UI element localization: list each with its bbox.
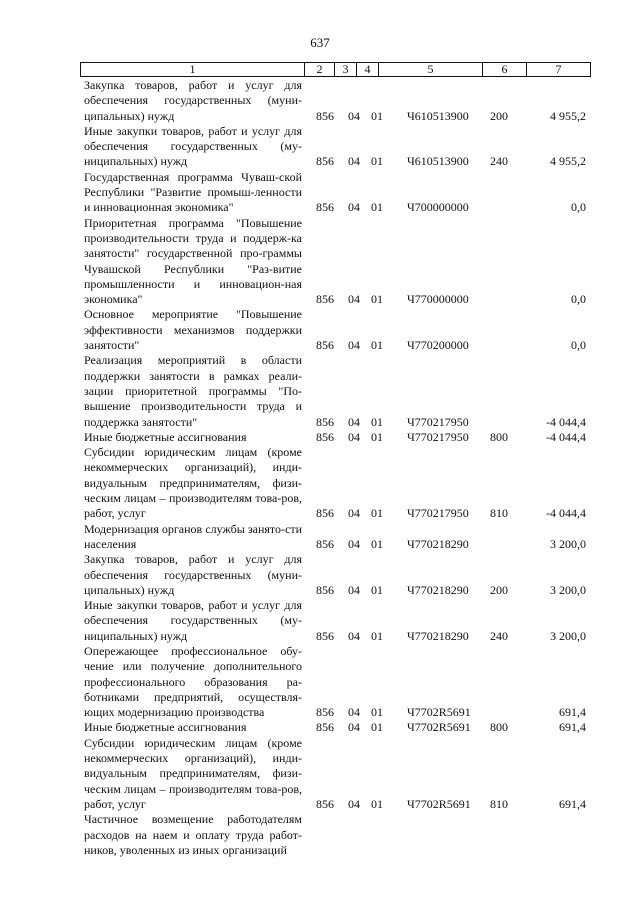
item-code: 01 bbox=[371, 536, 383, 551]
row-description: Иные бюджетные ассигнования bbox=[84, 720, 247, 735]
row-values bbox=[84, 583, 590, 598]
section-code: 856 bbox=[316, 429, 334, 444]
target-article-code: Ч7702R5691 bbox=[407, 720, 471, 735]
table-row bbox=[84, 812, 590, 858]
subsection-code: 04 bbox=[348, 506, 360, 521]
target-article-code: Ч700000000 bbox=[407, 200, 469, 215]
amount: -4 044,4 bbox=[546, 414, 586, 429]
target-article-code: Ч770200000 bbox=[407, 338, 469, 353]
subsection-code: 04 bbox=[348, 582, 360, 597]
row-description: Государственная программа Чуваш-ской Республики "Развитие промыш-ленности и инновационная экономика" bbox=[84, 169, 302, 215]
subsection-code: 04 bbox=[348, 705, 360, 720]
table-row bbox=[84, 720, 590, 735]
section-code: 856 bbox=[316, 582, 334, 597]
subsection-code: 04 bbox=[348, 429, 360, 444]
row-values bbox=[84, 797, 590, 812]
row-description: Субсидии юридическим лицам (кроме некоммерческих организаций), инди-видуальным предпринимателям, физи-ческим лицам – производителям това-ров, работ, услуг bbox=[84, 445, 302, 521]
target-article-code: Ч770218290 bbox=[407, 628, 469, 643]
item-code: 01 bbox=[371, 628, 383, 643]
expense-type-code: 200 bbox=[490, 582, 508, 597]
amount: -4 044,4 bbox=[546, 506, 586, 521]
subsection-code: 04 bbox=[348, 108, 360, 123]
amount: -4 044,4 bbox=[546, 429, 586, 444]
target-article-code: Ч770000000 bbox=[407, 292, 469, 307]
subsection-code: 04 bbox=[348, 536, 360, 551]
item-code: 01 bbox=[371, 705, 383, 720]
subsection-code: 04 bbox=[348, 414, 360, 429]
item-code: 01 bbox=[371, 108, 383, 123]
table-row bbox=[84, 430, 590, 445]
item-code: 01 bbox=[371, 292, 383, 307]
table-row bbox=[84, 598, 590, 644]
row-description: Иные закупки товаров, работ и услуг для обеспечения государственных (му-ниципальных) нужд bbox=[84, 123, 302, 169]
expense-type-code: 800 bbox=[490, 720, 508, 735]
table-row bbox=[84, 307, 590, 353]
header-col-1: 1 bbox=[81, 63, 305, 76]
section-code: 856 bbox=[316, 705, 334, 720]
table-row bbox=[84, 552, 590, 598]
row-description: Иные бюджетные ассигнования bbox=[84, 429, 247, 444]
table-row bbox=[84, 124, 590, 170]
target-article-code: Ч610513900 bbox=[407, 108, 469, 123]
item-code: 01 bbox=[371, 506, 383, 521]
row-description: Закупка товаров, работ и услуг для обеспечения государственных (муни-ципальных) нужд bbox=[84, 552, 302, 597]
header-col-4: 4 bbox=[357, 63, 379, 76]
table-row bbox=[84, 445, 590, 521]
table-row bbox=[84, 78, 590, 124]
table-body bbox=[84, 78, 590, 858]
table-row bbox=[84, 736, 590, 812]
row-values bbox=[84, 506, 590, 521]
subsection-code: 04 bbox=[348, 154, 360, 169]
target-article-code: Ч770217950 bbox=[407, 429, 469, 444]
row-description: Частичное возмещение работодателям расходов на наем и оплату труда работ-ников, уволенных из иных организаций bbox=[84, 812, 302, 857]
item-code: 01 bbox=[371, 796, 383, 811]
table-row bbox=[84, 170, 590, 216]
item-code: 01 bbox=[371, 429, 383, 444]
row-values bbox=[84, 200, 590, 215]
header-col-5: 5 bbox=[379, 63, 483, 76]
row-values bbox=[84, 338, 590, 353]
header-col-7: 7 bbox=[555, 62, 562, 76]
page-number: 637 bbox=[310, 35, 330, 50]
subsection-code: 04 bbox=[348, 796, 360, 811]
item-code: 01 bbox=[371, 414, 383, 429]
subsection-code: 04 bbox=[348, 628, 360, 643]
section-code: 856 bbox=[316, 796, 334, 811]
row-description: Основное мероприятие "Повышение эффективности механизмов поддержки занятости" bbox=[84, 307, 302, 353]
section-code: 856 bbox=[316, 720, 334, 735]
row-values bbox=[84, 705, 590, 720]
section-code: 856 bbox=[316, 536, 334, 551]
target-article-code: Ч770218290 bbox=[407, 582, 469, 597]
amount: 4 955,2 bbox=[550, 108, 586, 123]
row-values bbox=[84, 415, 590, 430]
row-values bbox=[84, 430, 590, 445]
subsection-code: 04 bbox=[348, 338, 360, 353]
section-code: 856 bbox=[316, 506, 334, 521]
target-article-code: Ч610513900 bbox=[407, 154, 469, 169]
row-values bbox=[84, 843, 590, 858]
subsection-code: 04 bbox=[348, 200, 360, 215]
expense-type-code: 800 bbox=[490, 429, 508, 444]
header-col-6: 6 bbox=[483, 63, 527, 76]
row-description: Модернизация органов службы занято-сти населения bbox=[84, 521, 302, 551]
row-values bbox=[84, 629, 590, 644]
amount: 0,0 bbox=[571, 338, 586, 353]
header-col-3: 3 bbox=[335, 63, 357, 76]
expense-type-code: 810 bbox=[490, 796, 508, 811]
subsection-code: 04 bbox=[348, 720, 360, 735]
item-code: 01 bbox=[371, 338, 383, 353]
row-values bbox=[84, 154, 590, 169]
row-description: Реализация мероприятий в области поддержки занятости в рамках реали-зации приоритетной программы "По-вышение производительности труда и поддержка занятости" bbox=[84, 353, 302, 429]
row-values bbox=[84, 537, 590, 552]
section-code: 856 bbox=[316, 414, 334, 429]
amount: 0,0 bbox=[571, 292, 586, 307]
row-values bbox=[84, 109, 590, 124]
section-code: 856 bbox=[316, 292, 334, 307]
target-article-code: Ч770217950 bbox=[407, 414, 469, 429]
item-code: 01 bbox=[371, 582, 383, 597]
row-description: Опережающее профессиональное обу-чение или получение дополнительного профессионального образования ра-ботниками предприятий, осуществля-ющих модернизацию производства bbox=[84, 643, 302, 720]
item-code: 01 bbox=[371, 720, 383, 735]
row-description: Закупка товаров, работ и услуг для обеспечения государственных (муни-ципальных) нужд bbox=[84, 78, 302, 123]
header-col-2: 2 bbox=[305, 63, 335, 76]
row-description: Приоритетная программа "Повышение производительности труда и поддерж-ка занятости" государственной про-граммы Чувашской Республики "Раз-витие промышленности и инновацион-ная экономика" bbox=[84, 215, 302, 307]
expense-type-code: 240 bbox=[490, 154, 508, 169]
table-row bbox=[84, 216, 590, 308]
table-header bbox=[80, 62, 591, 77]
amount: 3 200,0 bbox=[550, 582, 586, 597]
section-code: 856 bbox=[316, 108, 334, 123]
row-description: Иные закупки товаров, работ и услуг для обеспечения государственных (му-ниципальных) нужд bbox=[84, 598, 302, 643]
target-article-code: Ч7702R5691 bbox=[407, 796, 471, 811]
table-row bbox=[84, 644, 590, 720]
amount: 691,4 bbox=[559, 705, 586, 720]
section-code: 856 bbox=[316, 628, 334, 643]
section-code: 856 bbox=[316, 200, 334, 215]
amount: 691,4 bbox=[559, 720, 586, 735]
target-article-code: Ч770218290 bbox=[407, 536, 469, 551]
row-values bbox=[84, 292, 590, 307]
section-code: 856 bbox=[316, 338, 334, 353]
amount: 4 955,2 bbox=[550, 154, 586, 169]
table-row bbox=[84, 353, 590, 429]
subsection-code: 04 bbox=[348, 292, 360, 307]
expense-type-code: 200 bbox=[490, 108, 508, 123]
expense-type-code: 810 bbox=[490, 506, 508, 521]
amount: 3 200,0 bbox=[550, 628, 586, 643]
row-description: Субсидии юридическим лицам (кроме некоммерческих организаций), инди-видуальным предпринимателям, физи-ческим лицам – производителям това-ров, работ, услуг bbox=[84, 735, 302, 811]
item-code: 01 bbox=[371, 200, 383, 215]
section-code: 856 bbox=[316, 154, 334, 169]
table-row bbox=[84, 522, 590, 553]
amount: 691,4 bbox=[559, 796, 586, 811]
expense-type-code: 240 bbox=[490, 628, 508, 643]
row-values bbox=[84, 720, 590, 735]
amount: 0,0 bbox=[571, 200, 586, 215]
item-code: 01 bbox=[371, 154, 383, 169]
target-article-code: Ч770217950 bbox=[407, 506, 469, 521]
target-article-code: Ч7702R5691 bbox=[407, 705, 471, 720]
amount: 3 200,0 bbox=[550, 536, 586, 551]
